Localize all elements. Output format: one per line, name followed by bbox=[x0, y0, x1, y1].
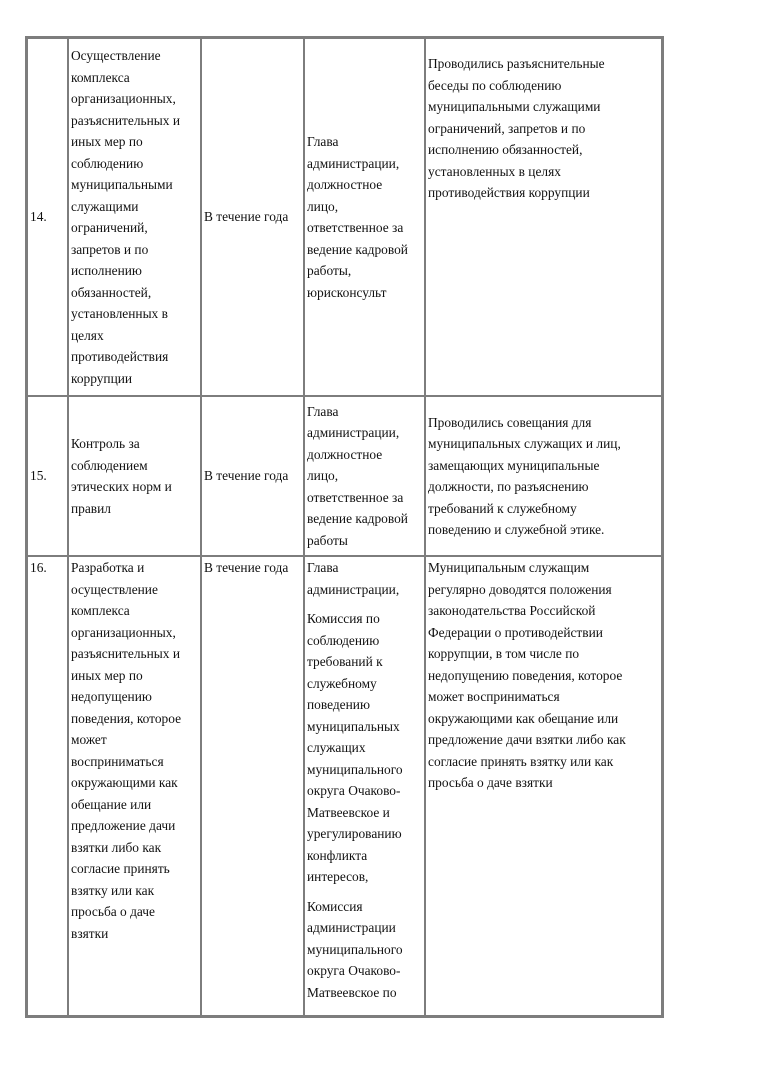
measure-text: Разработка и осуществление комплекса организационных, разъяснительных и иных мер по недопущению поведения, которое может восприниматься окружающими как обещание или предложение дачи взятки либо как согласие принять взятку или как просьба о даче взятки bbox=[71, 560, 182, 941]
measure-text: Осуществление комплекса организационных, разъяснительных и иных мер по соблюдению муниципальными служащими ограничений, запретов и по исполнению обязанностей, установленных в целях противодействия коррупции bbox=[71, 48, 181, 386]
term-cell bbox=[201, 396, 304, 556]
term-cell bbox=[201, 38, 304, 396]
term-cell bbox=[201, 556, 304, 1016]
row-number-text: 15. bbox=[30, 468, 47, 484]
row-number bbox=[27, 556, 68, 1016]
responsible-text: Глава администрации, должностное лицо, ответственное за ведение кадровой работы bbox=[307, 403, 408, 548]
result-text: Проводились разъяснительные беседы по соблюдению муниципальными служащими ограничений, запретов и по исполнению обязанностей, установленных в целях противодействия коррупции bbox=[428, 56, 605, 200]
row-number-text: 16. bbox=[30, 560, 47, 575]
term-text: В течение года bbox=[204, 468, 289, 484]
table-row bbox=[27, 38, 662, 396]
responsible-cell bbox=[304, 38, 425, 396]
measure-text: Контроль за соблюдением этических норм и правил bbox=[71, 436, 172, 516]
table-row bbox=[27, 556, 662, 1016]
result-cell bbox=[425, 556, 662, 1016]
term-text: В течение года bbox=[204, 209, 289, 225]
row-number bbox=[27, 38, 68, 396]
responsible-commission-ethics: Комиссия по соблюдению требований к служебному поведению муниципальных служащих муниципального округа Очаково- Матвеевское и урегулированию конфликта интересов, bbox=[307, 611, 403, 884]
result-text: Проводились совещания для муниципальных служащих и лиц, замещающих муниципальные должности, по разъяснению требований к служебному поведению и служебной этике. bbox=[428, 414, 621, 537]
row-number-text: 14. bbox=[30, 209, 47, 225]
measure-cell bbox=[68, 556, 201, 1016]
measure-cell bbox=[68, 38, 201, 396]
row-number bbox=[27, 396, 68, 556]
responsible-text: Глава администрации, должностное лицо, ответственное за ведение кадровой работы, юрисконсульт bbox=[307, 134, 408, 300]
term-text: В течение года bbox=[204, 560, 289, 575]
responsible-commission-admin: Комиссия администрации муниципального округа Очаково- Матвеевское по bbox=[307, 898, 403, 1000]
result-cell bbox=[425, 396, 662, 556]
result-text: Муниципальным служащим регулярно доводятся положения законодательства Российской Федерации о противодействии коррупции, в том числе по недопущению поведения, которое может восприниматься окружающими как обещание или предложение дачи взятки либо как согласие принять взятку или как просьба о даче взятки bbox=[428, 560, 626, 790]
responsible-cell bbox=[304, 396, 425, 556]
responsible-head: Глава администрации, bbox=[307, 560, 400, 597]
responsible-cell bbox=[304, 556, 425, 1016]
measures-table bbox=[25, 36, 664, 1018]
result-cell bbox=[425, 38, 662, 396]
table-row bbox=[27, 396, 662, 556]
measure-cell bbox=[68, 396, 201, 556]
